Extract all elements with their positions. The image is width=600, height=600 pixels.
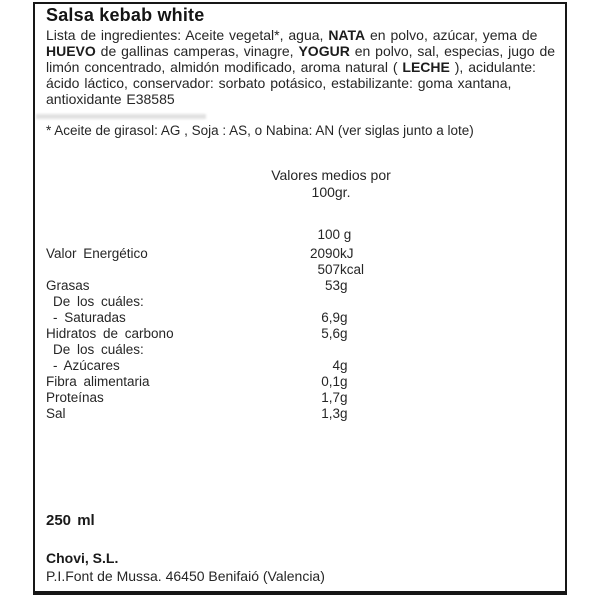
nutrition-column-header (46, 227, 551, 243)
ingredients-text: de gallinas camperas, vinagre, (95, 43, 299, 59)
net-quantity: 250 ml (46, 512, 95, 529)
allergen-bold-text: YOGUR (298, 43, 350, 59)
ingredients-line (46, 27, 558, 43)
nutrition-row-value: 53 (324, 278, 340, 293)
nutrition-row-unit: g (340, 406, 348, 421)
nutrition-row-unit: g (340, 326, 348, 341)
nutrition-row (46, 246, 551, 262)
nutrition-row-value: 6,9 (321, 310, 340, 325)
nutrition-row-unit: g (340, 390, 348, 405)
allergen-bold-text: NATA (328, 27, 366, 43)
ingredients-paragraph (46, 27, 558, 107)
nutrition-row (46, 262, 551, 278)
nutrition-row (46, 406, 551, 422)
nutrition-row-label: Hidratos de carbono (46, 326, 174, 341)
ingredients-line (46, 43, 558, 59)
ingredients-text: antioxidante E38585 (46, 91, 175, 107)
nutrition-row-unit: g (340, 358, 348, 373)
ingredients-text: en polvo, azúcar, yema de (365, 27, 538, 43)
nutrition-row (46, 390, 551, 406)
ingredients-text: en polvo, sal, especias, jugo de (349, 43, 556, 59)
nutrition-row-label: Proteínas (46, 390, 104, 405)
manufacturer-address: P.I.Font de Mussa. 46450 Benifaió (Valencia) (46, 568, 325, 584)
nutrition-row (46, 294, 551, 310)
nutrition-row-label: - Azúcares (53, 358, 120, 373)
nutrition-row-value: 1,7 (321, 390, 340, 405)
nutrition-column-header-value: 100 (317, 227, 340, 242)
nutrition-row (46, 310, 551, 326)
nutrition-heading-line2: 100gr. (311, 183, 351, 200)
product-title: Salsa kebab white (46, 5, 205, 25)
nutrition-heading (231, 167, 431, 200)
nutrition-row-label: Sal (46, 406, 66, 421)
manufacturer-name: Chovi, S.L. (46, 550, 119, 566)
nutrition-row-label: Fibra alimentaria (46, 374, 150, 389)
nutrition-row-label: Valor Energético (46, 246, 148, 261)
nutrition-row-label: - Saturadas (53, 310, 126, 325)
nutrition-row-value: 2090 (309, 246, 340, 261)
ingredients-line (46, 59, 558, 75)
nutrition-row-unit: kJ (340, 246, 354, 261)
label-border-box (33, 2, 567, 595)
ingredients-text: ), acidulante: (449, 59, 536, 75)
nutrition-row-unit: g (340, 310, 348, 325)
nutrition-row-value: 5,6 (321, 326, 340, 341)
nutrition-row-label: Grasas (46, 278, 90, 293)
nutrition-row-value: 0,1 (321, 374, 340, 389)
allergen-bold-text: LECHE (402, 59, 450, 75)
nutrition-row (46, 326, 551, 342)
ingredients-line (46, 75, 558, 91)
oil-codes-footnote: * Aceite de girasol: AG , Soja : AS, o Nabina: AN (ver siglas junto a lote) (46, 123, 474, 138)
nutrition-row-value: 1,3 (321, 406, 340, 421)
scan-artifact (36, 114, 206, 119)
nutrition-row-unit: g (340, 278, 348, 293)
allergen-bold-text: HUEVO (46, 43, 96, 59)
nutrition-row-unit: kcal (340, 262, 365, 277)
nutrition-column-header-unit: g (340, 227, 352, 242)
nutrition-row (46, 278, 551, 294)
nutrition-row (46, 374, 551, 390)
nutrition-row-label: De los cuáles: (53, 342, 144, 357)
nutrition-row-value: 507 (317, 262, 340, 277)
ingredients-text: Lista de ingredientes: Aceite vegetal*, agua, (46, 27, 329, 43)
nutrition-row-unit: g (340, 374, 348, 389)
nutrition-heading-line1: Valores medios por (271, 167, 391, 183)
ingredients-line (46, 91, 558, 107)
nutrition-row-label: De los cuáles: (53, 294, 144, 309)
nutrition-row-value: 4 (332, 358, 340, 373)
ingredients-text: ácido láctico, conservador: sorbato potásico, estabilizante: goma xantana, (46, 75, 512, 91)
ingredients-text: limón concentrado, almidón modificado, aroma natural ( (46, 59, 403, 75)
nutrition-row (46, 342, 551, 358)
nutrition-row (46, 358, 551, 374)
